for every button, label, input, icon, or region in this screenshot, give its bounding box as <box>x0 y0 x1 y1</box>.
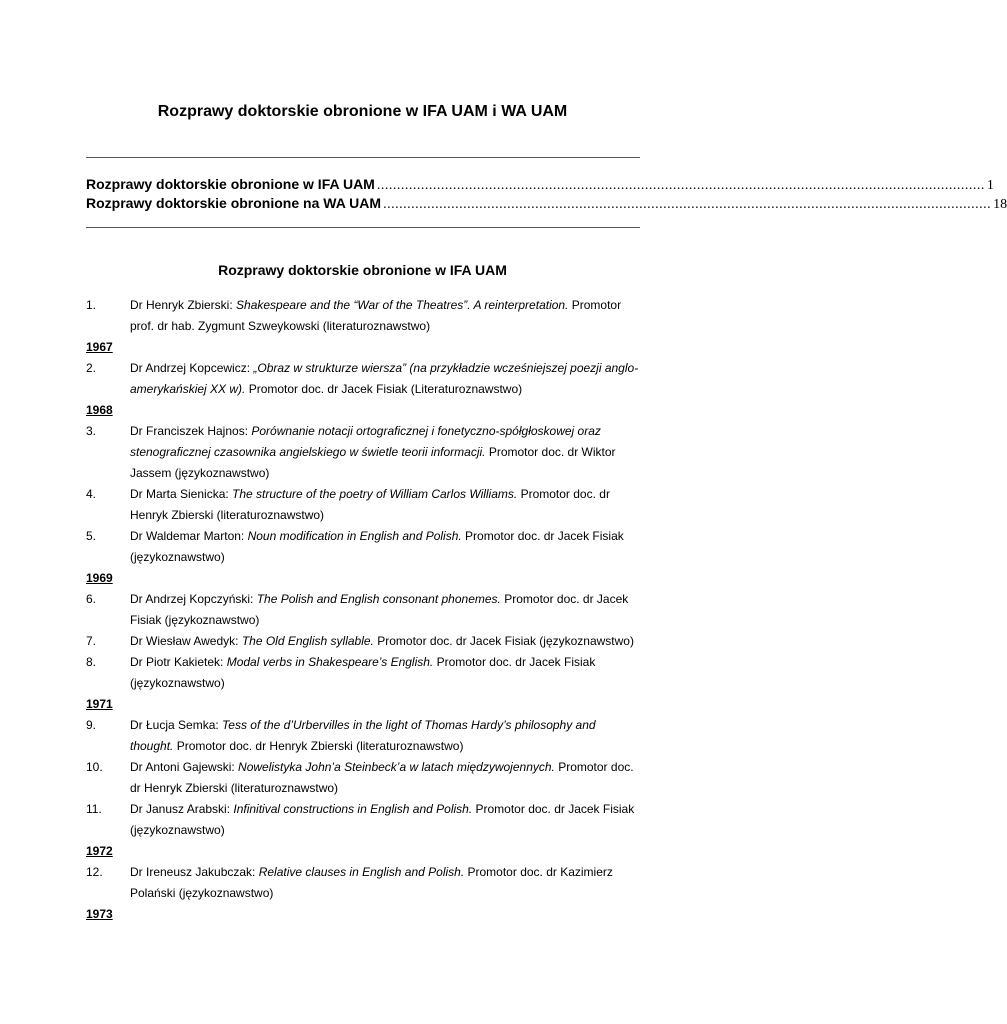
dissertation-entry <box>86 526 642 568</box>
dissertation-entry <box>86 358 642 400</box>
toc-entry-label: Rozprawy doktorskie obronione w IFA UAM <box>86 176 375 192</box>
dissertation-entry <box>86 757 642 799</box>
toc-entry[interactable] <box>86 195 1007 214</box>
dissertation-entry <box>86 652 642 694</box>
entry-title: Shakespeare and the “War of the Theatres”. A reinterpretation. <box>236 298 569 312</box>
entry-promoter: Promotor doc. dr Jacek Fisiak (językoznawstwo) <box>373 634 634 648</box>
divider-top <box>86 157 640 158</box>
dissertation-entry <box>86 862 642 904</box>
entry-number: 7. <box>86 634 97 648</box>
entry-author: Dr Ireneusz Jakubczak: <box>130 865 259 879</box>
entry-title: Relative clauses in English and Polish. <box>258 865 465 879</box>
dissertation-list <box>86 295 642 925</box>
entry-author: Dr Łucja Semka: <box>130 718 223 732</box>
entry-number: 2. <box>86 361 97 375</box>
dissertation-entry <box>86 589 642 631</box>
entry-author: Dr Piotr Kakietek: <box>130 655 227 669</box>
entry-number: 11. <box>86 802 102 816</box>
entry-number: 12. <box>86 865 103 879</box>
entry-promoter: Promotor doc. dr Henryk Zbierski (literaturoznawstwo) <box>173 739 464 753</box>
entry-author: Dr Wiesław Awedyk: <box>130 634 242 648</box>
entry-number: 10. <box>86 760 103 774</box>
entry-promoter: Promotor doc. dr Henryk Zbierski (literaturoznawstwo) <box>130 760 634 795</box>
entry-author: Dr Waldemar Marton: <box>130 529 248 543</box>
year-heading: 1971 <box>86 697 113 711</box>
entry-promoter: Promotor doc. dr Jacek Fisiak (językoznawstwo) <box>130 802 635 837</box>
entry-author: Dr Janusz Arabski: <box>130 802 234 816</box>
document-title: Rozprawy doktorskie obronione w IFA UAM i WA UAM <box>157 103 568 120</box>
entry-promoter: Promotor prof. dr hab. Zygmunt Szweykowski (literaturoznawstwo) <box>130 298 622 333</box>
entry-author: Dr Antoni Gajewski: <box>130 760 239 774</box>
toc-entry[interactable] <box>86 176 994 195</box>
entry-number: 1. <box>86 298 97 312</box>
entry-title: „Obraz w strukturze wiersza” (na przykładzie wcześniejszej poezji anglo-amerykańskiej XX w). <box>130 361 639 396</box>
entry-author: Dr Marta Sienicka: <box>130 487 233 501</box>
entry-promoter: Promotor doc. dr Wiktor Jassem (językoznawstwo) <box>130 445 616 480</box>
year-heading: 1969 <box>86 571 113 585</box>
toc-entry-label: Rozprawy doktorskie obronione na WA UAM <box>86 195 382 211</box>
entry-number: 5. <box>86 529 97 543</box>
year-heading: 1967 <box>86 340 113 354</box>
entry-title: The structure of the poetry of William Carlos Williams. <box>232 487 518 501</box>
dissertation-entry <box>86 715 642 757</box>
entry-promoter: Promotor doc. dr Jacek Fisiak (językoznawstwo) <box>130 529 624 564</box>
entry-author: Dr Franciszek Hajnos: <box>130 424 252 438</box>
divider-bottom <box>86 227 640 228</box>
dissertation-entry <box>86 421 642 484</box>
entry-number: 9. <box>86 718 97 732</box>
entry-number: 3. <box>86 424 97 438</box>
entry-author: Dr Henryk Zbierski: <box>130 298 237 312</box>
entry-promoter: Promotor doc. dr Jacek Fisiak (językoznawstwo) <box>130 655 596 690</box>
toc-entry-page: 18 <box>993 197 1007 212</box>
entry-number: 8. <box>86 655 97 669</box>
year-heading: 1968 <box>86 403 113 417</box>
dissertation-entry <box>86 799 642 841</box>
entry-title: Porównanie notacji ortograficznej i fonetyczno-spółgłoskowej oraz stenograficznej czasownika angielskiego w świetle teorii informacji. <box>130 424 601 459</box>
entry-author: Dr Andrzej Kopczyński: <box>130 592 257 606</box>
toc-leader: ........................................................................................................................................................ <box>383 197 992 212</box>
toc-leader: ........................................................................................................................................................ <box>376 178 985 193</box>
toc-entry-page: 1 <box>986 178 994 193</box>
entry-title: Nowelistyka John’a Steinbeck’a w latach międzywojennych. <box>238 760 555 774</box>
section-title: Rozprawy doktorskie obronione w IFA UAM <box>218 262 507 278</box>
year-heading: 1972 <box>86 844 113 858</box>
entry-number: 4. <box>86 487 97 501</box>
table-of-contents <box>86 176 1007 214</box>
entry-title: Tess of the d’Urbervilles in the light of Thomas Hardy’s philosophy and thought. <box>130 718 596 753</box>
entry-title: Noun modification in English and Polish. <box>247 529 462 543</box>
entry-title: The Old English syllable. <box>241 634 374 648</box>
dissertation-entry <box>86 295 642 337</box>
entry-author: Dr Andrzej Kopcewicz: <box>130 361 254 375</box>
entry-title: Modal verbs in Shakespeare’s English. <box>226 655 434 669</box>
entry-promoter: Promotor doc. dr Henryk Zbierski (literaturoznawstwo) <box>130 487 610 522</box>
entry-promoter: Promotor doc. dr Kazimierz Polański (językoznawstwo) <box>130 865 613 900</box>
dissertation-entry <box>86 631 642 652</box>
entry-title: Infinitival constructions in English and Polish. <box>233 802 473 816</box>
entry-title: The Polish and English consonant phonemes. <box>256 592 501 606</box>
entry-promoter: Promotor doc. dr Jacek Fisiak (językoznawstwo) <box>130 592 629 627</box>
entry-number: 6. <box>86 592 97 606</box>
dissertation-entry <box>86 484 642 526</box>
year-heading: 1973 <box>86 907 113 921</box>
entry-promoter: Promotor doc. dr Jacek Fisiak (Literaturoznawstwo) <box>245 382 523 396</box>
